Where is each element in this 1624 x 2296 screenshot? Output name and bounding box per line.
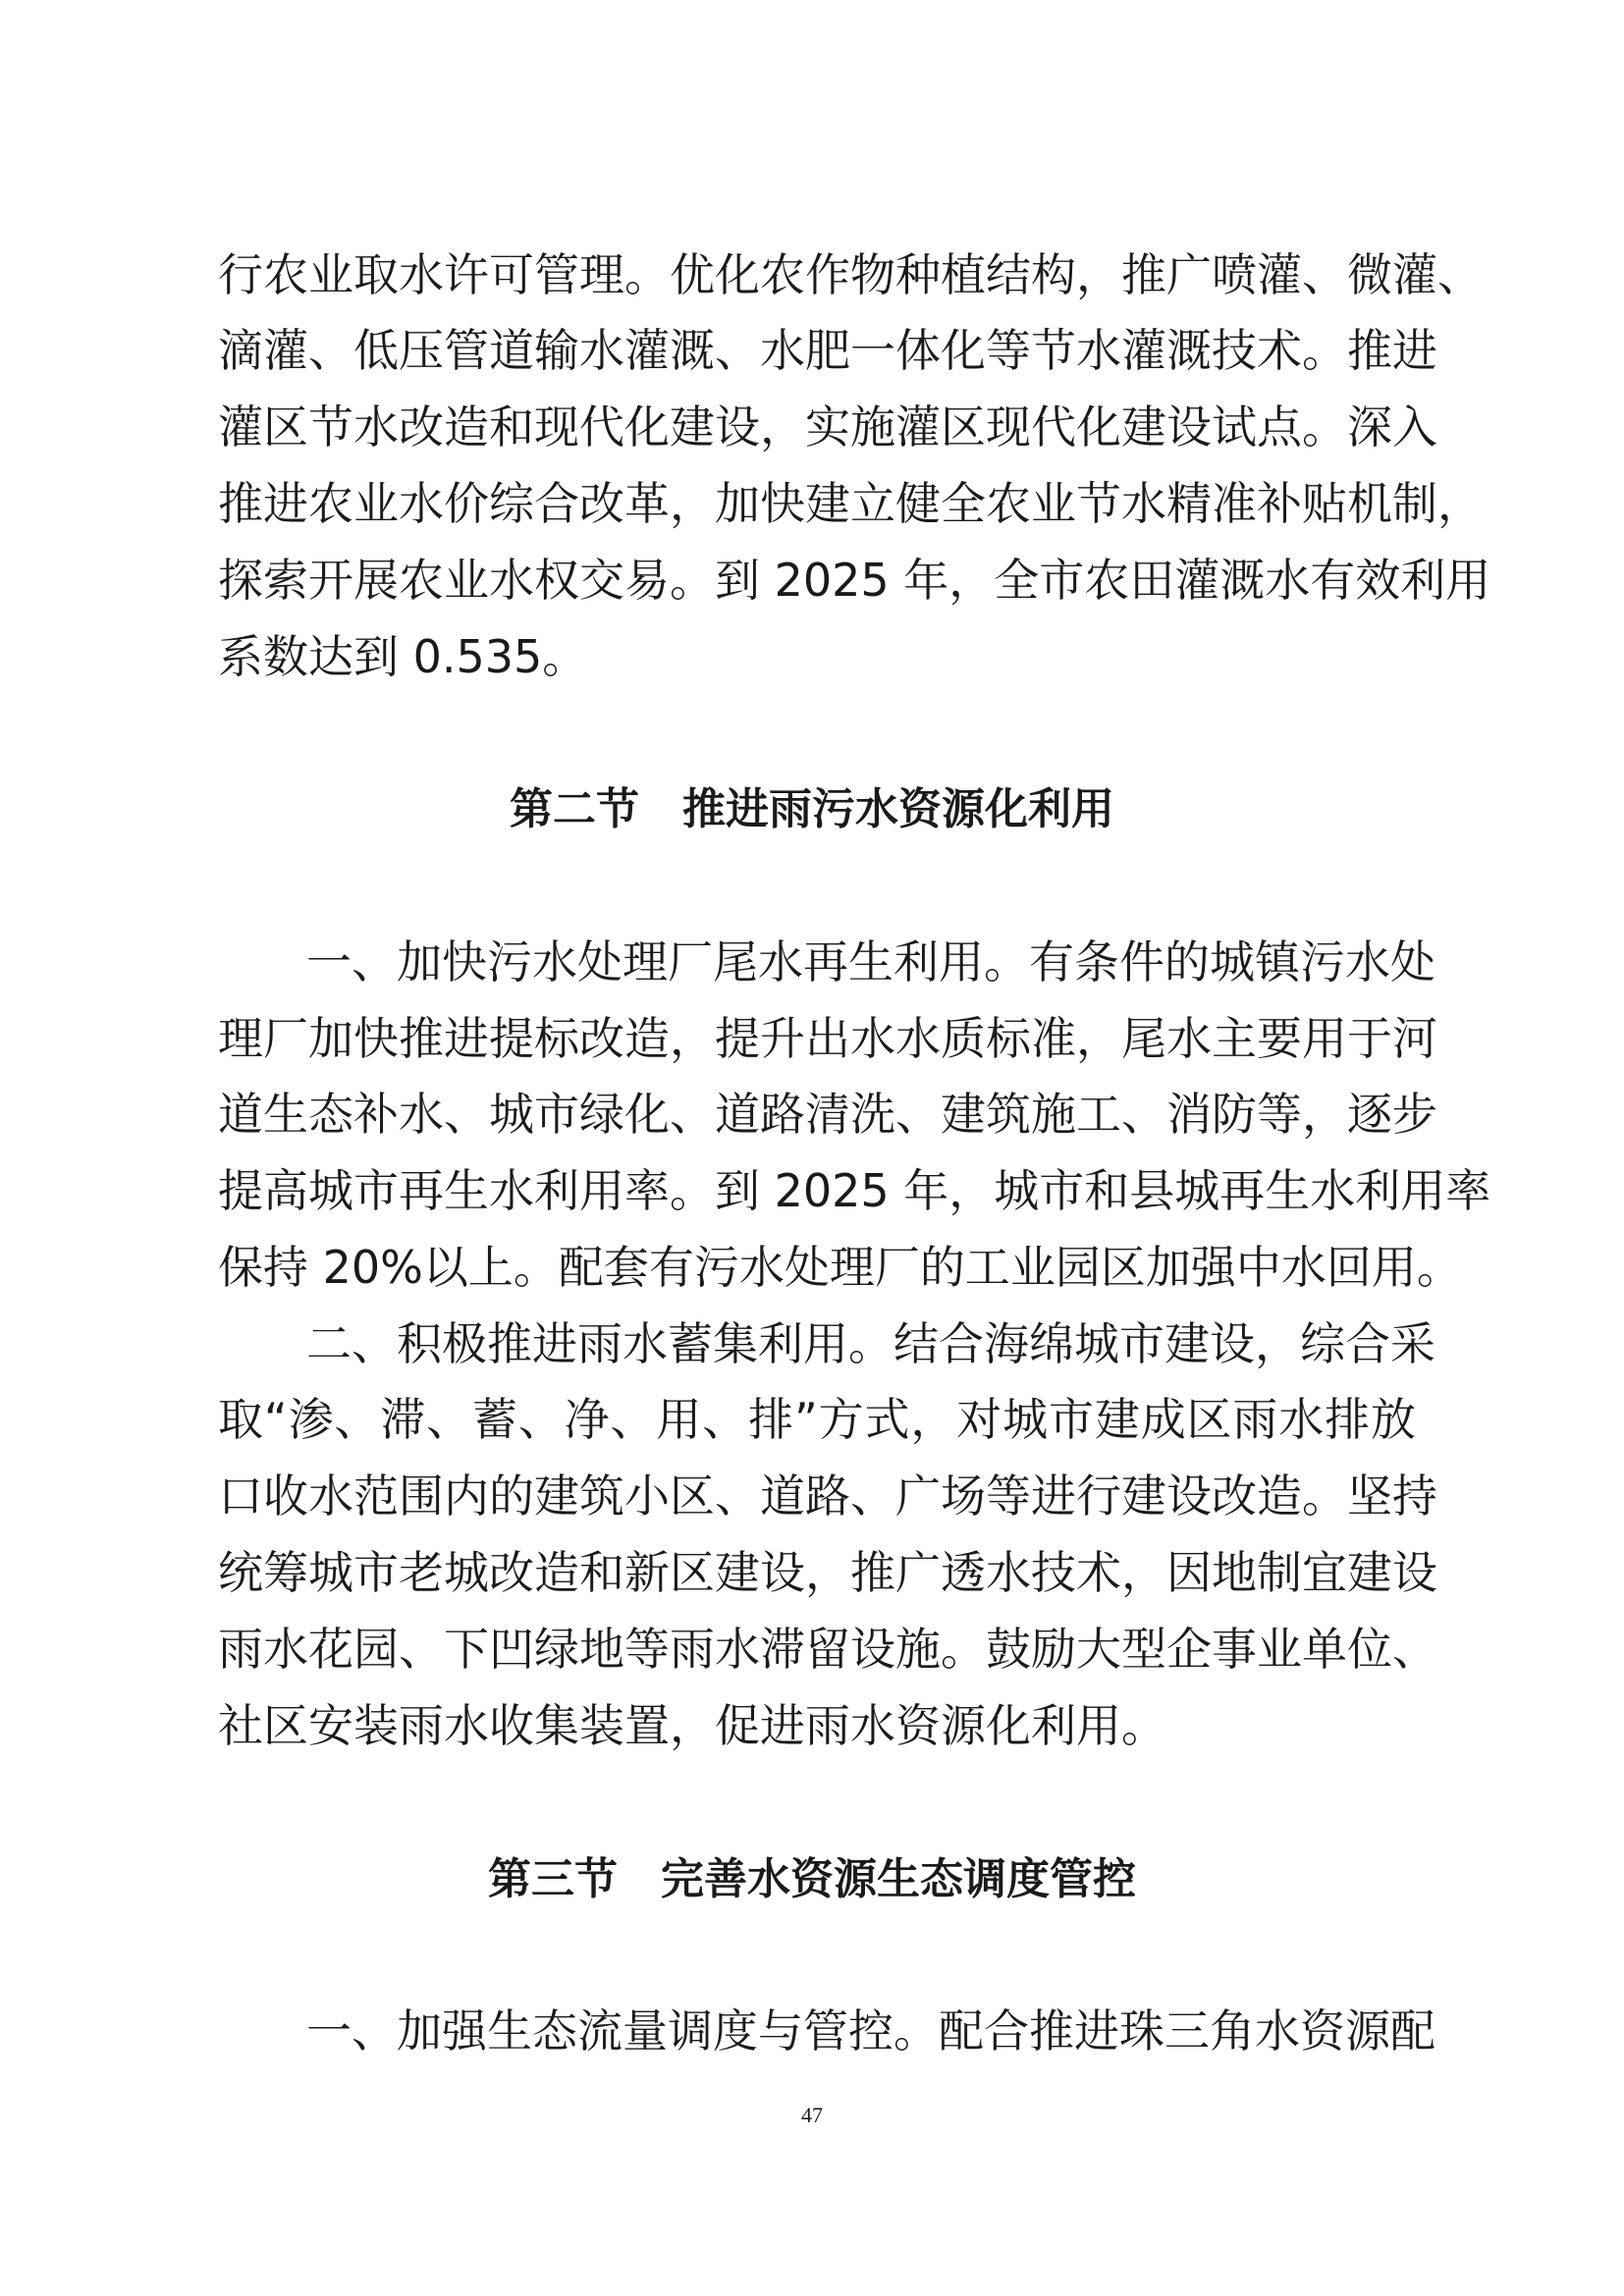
paragraph-line: 一、加快污水处理厂尾水再生利用。有条件的城镇污水处 — [306, 935, 1435, 988]
paragraph-line: 探索开展农业水权交易。到 2025 年，全市农田灌溉水有效利用 — [218, 554, 1491, 607]
paragraph-line: 口收水范围内的建筑小区、道路、广场等进行建设改造。坚持 — [218, 1469, 1437, 1522]
paragraph-line: 取“渗、滞、蓄、净、用、排”方式，对城市建成区雨水排放 — [218, 1393, 1416, 1446]
paragraph-line: 灌区节水改造和现代化建设，实施灌区现代化建设试点。深入 — [218, 400, 1437, 454]
paragraph-line: 社区安装雨水收集装置，促进雨水资源化利用。 — [218, 1699, 1166, 1752]
section-heading: 第二节 推进雨污水资源化利用 — [510, 784, 1114, 834]
paragraph-line: 行农业取水许可管理。优化农作物种植结构，推广喷灌、微灌、 — [218, 248, 1483, 301]
paragraph-line: 雨水花园、下凹绿地等雨水滞留设施。鼓励大型企事业单位、 — [218, 1623, 1437, 1676]
paragraph-line: 统筹城市老城改造和新区建设，推广透水技术，因地制宜建设 — [218, 1546, 1437, 1599]
paragraph-line: 提高城市再生水利用率。到 2025 年，城市和县城再生水利用率 — [218, 1164, 1491, 1217]
paragraph-line: 理厂加快推进提标改造，提升出水水质标准，尾水主要用于河 — [218, 1012, 1437, 1065]
paragraph-line: 二、积极推进雨水蓄集利用。结合海绵城市建设，综合采 — [306, 1317, 1435, 1370]
paragraph-line: 道生态补水、城市绿化、道路清洗、建筑施工、消防等，逐步 — [218, 1088, 1437, 1141]
paragraph-line: 推进农业水价综合改革，加快建立健全农业节水精准补贴机制， — [218, 477, 1483, 530]
section-heading: 第三节 完善水资源生态调度管控 — [488, 1854, 1136, 1904]
paragraph-line: 滴灌、低压管道输水灌溉、水肥一体化等节水灌溉技术。推进 — [218, 324, 1437, 377]
paragraph-line: 一、加强生态流量调度与管控。配合推进珠三角水资源配 — [306, 2004, 1435, 2057]
page-number: 47 — [801, 2103, 823, 2127]
paragraph-line: 系数达到 0.535。 — [218, 630, 588, 683]
paragraph-line: 保持 20%以上。配套有污水处理厂的工业园区加强中水回用。 — [218, 1241, 1462, 1294]
